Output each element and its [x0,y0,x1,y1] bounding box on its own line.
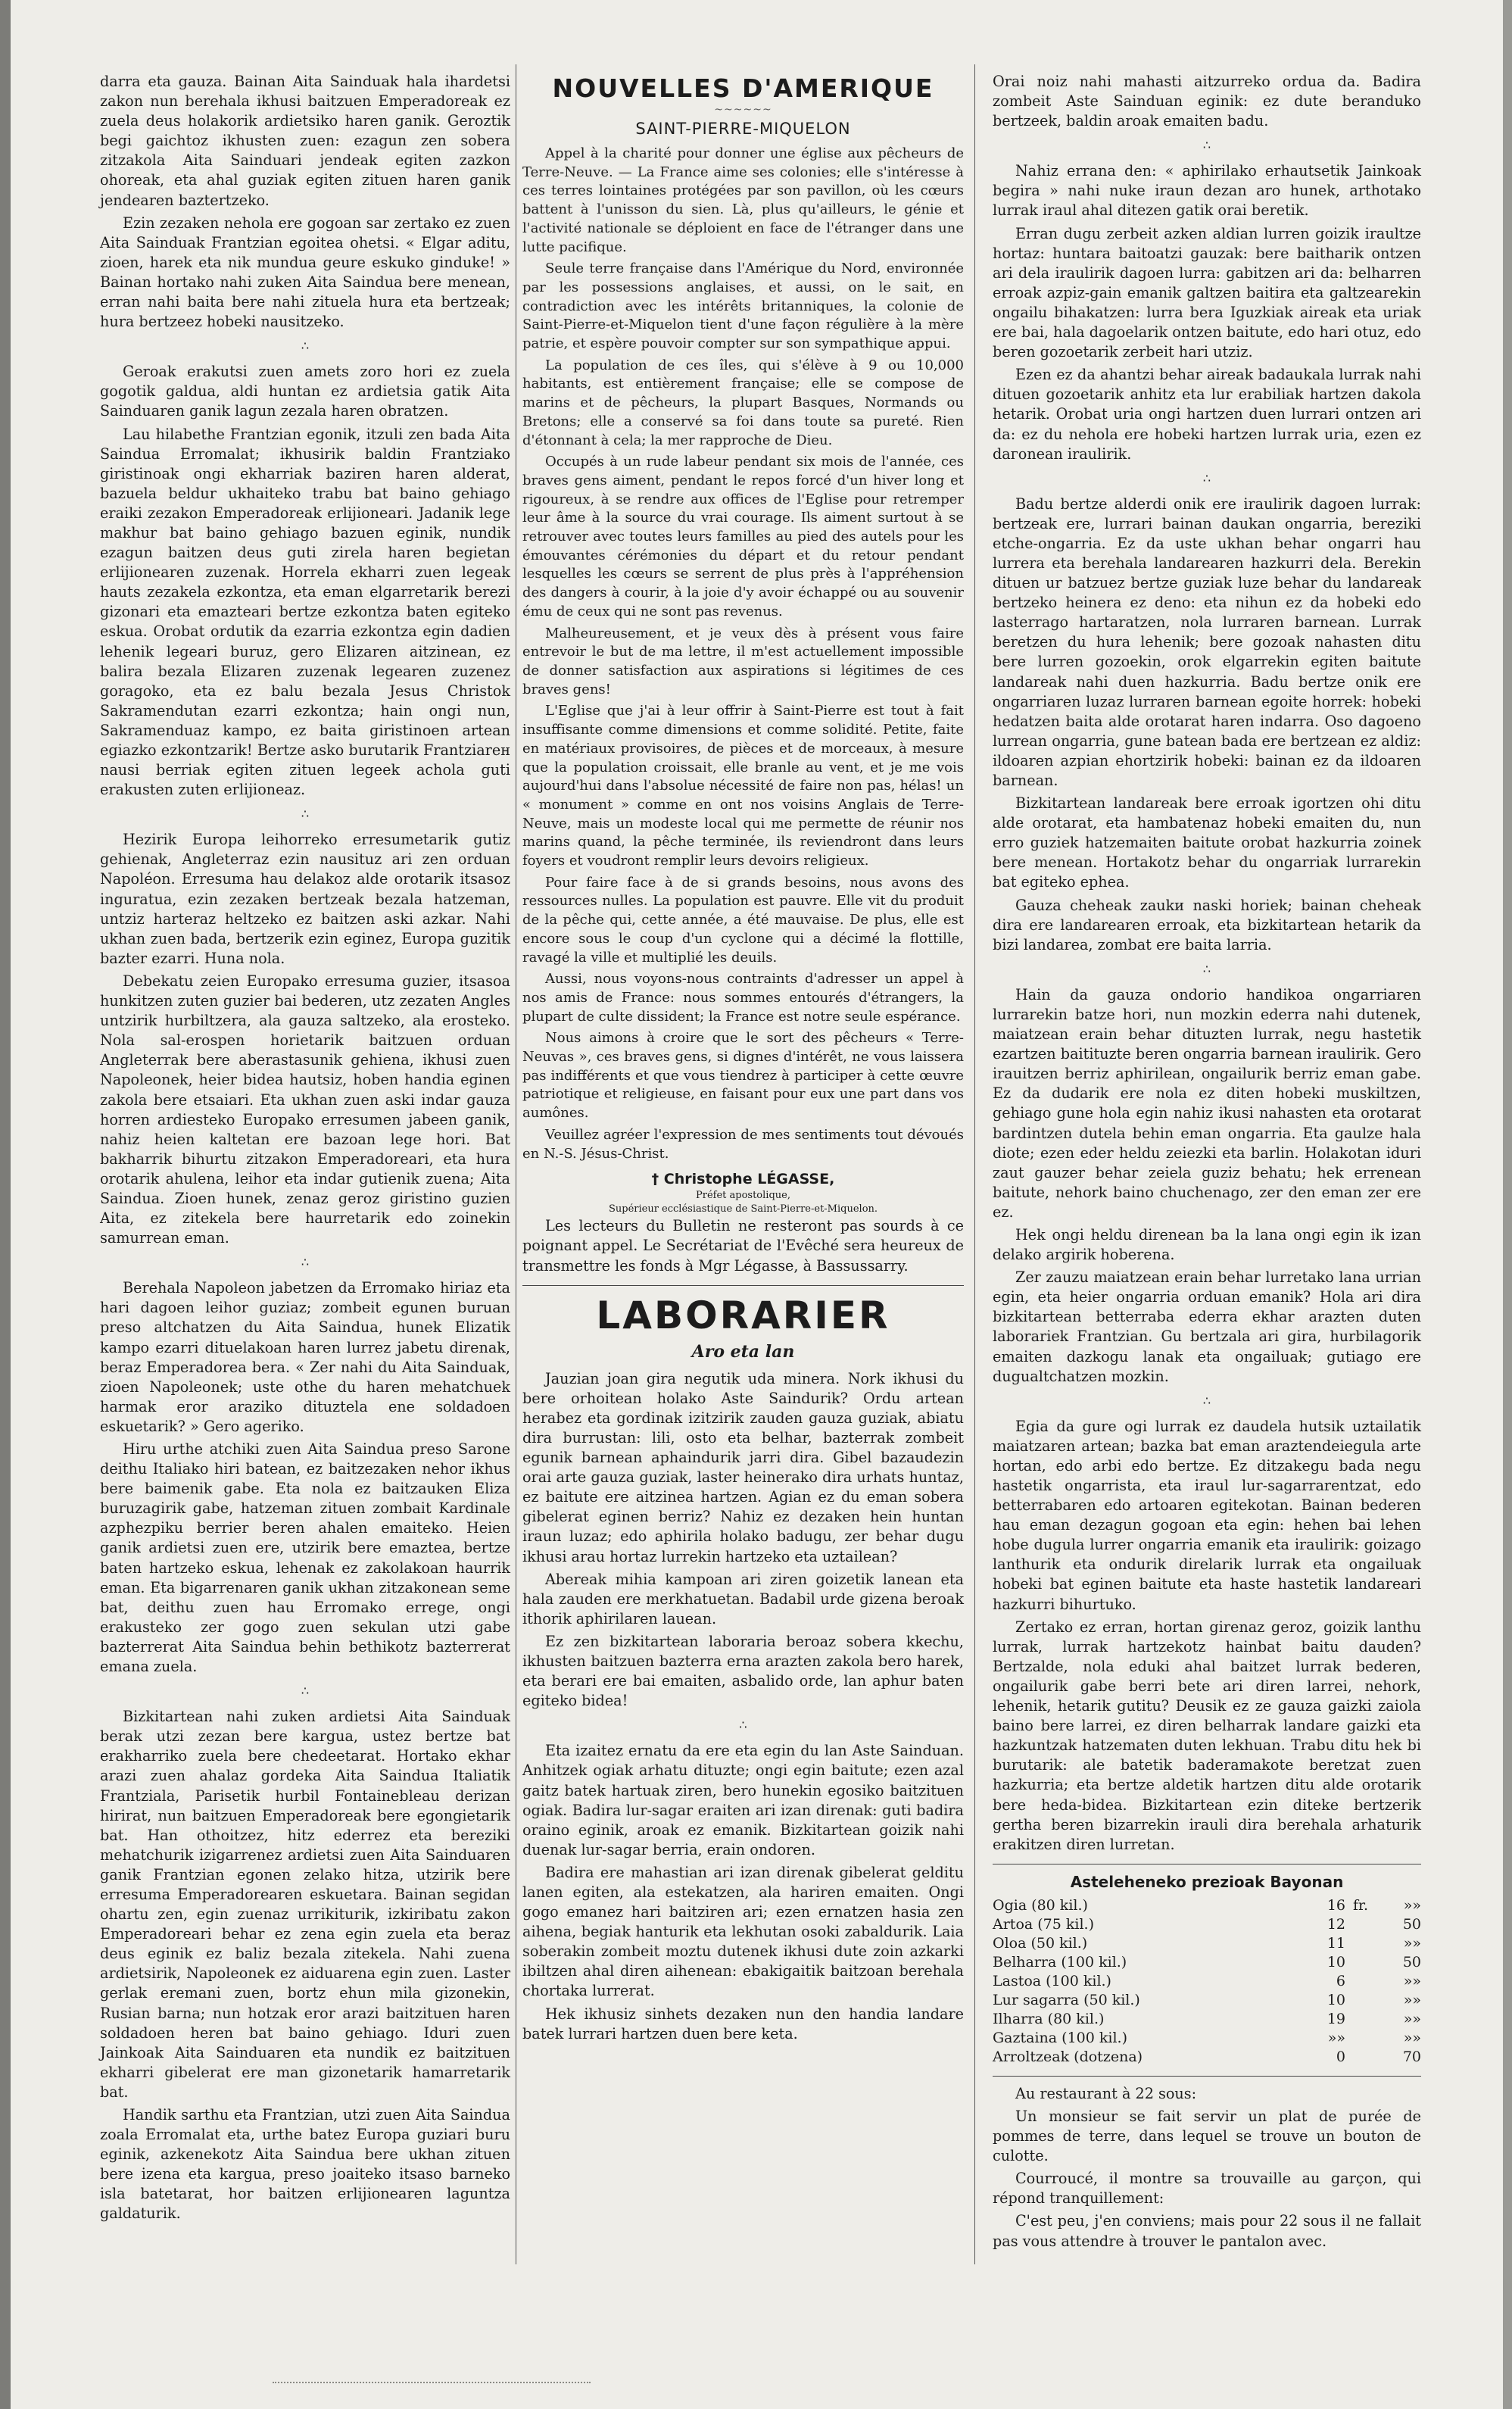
paragraph: Hek ongi heldu direnean ba la lana ongi egin ik izan delako argirik hoberena. [993,1225,1421,1264]
column-3 [993,72,1421,2255]
table-row [993,1953,1421,1972]
paragraph: Badira ere mahastian ari izan direnak gibelerat gelditu lanen egiten, ala estekatzen, ala hariren emaiten. Ongi gogo emanez hari baitziren ari; ezen ernatzen hasia zen aihena, begiak hanturik eta lekhutan osoki zabaldurik. Laia soberakin zombeit moztu dutenek ikhusi dute zoin azkarki ibiltzen ahal diren aihenean: ebakigaitik baitzoan berehala chortaka lurrerat. [522,1863,964,2000]
price-cell-n: 10 [1327,1953,1345,1971]
price-cell-u: fr. [1352,1896,1369,1914]
separator-stars: ∴ [301,339,310,354]
section-title: NOUVELLES D'AMERIQUE [552,73,934,103]
left-edge [0,0,11,2409]
price-cell-u [1345,1915,1376,1934]
price-cell-n: 12 [1327,1915,1345,1933]
paragraph: Au restaurant à 22 sous: [1015,2084,1197,2102]
paragraph: Appel à la charité pour donner une église aux pêcheurs de Terre-Neuve. — La France aime ses colonies; elle s'intéresse à ces terres lointaines protégées par son pavillon, où les cœurs battent à l'unisson du sien. Là, plus qu'ailleurs, le génie et l'activité nationale se déploient en face de l'étranger dans une lutte pacifique. [522,145,964,255]
price-cell-u [1345,1953,1376,1972]
paragraph: Bizkitartean landareak bere erroak igortzen ohi ditu alde orotarat, eta hambatenaz hobeki emaiten du, nun erro guziek hatzemaiten baitute orobat hazkurria zoinek bere menean. Hortakotz behar du ongarriak lurrarekin bat egiteko ephea. [993,794,1421,891]
section-title-laborarier: LABORARIER [596,1293,890,1337]
paragraph: Orai noiz nahi mahasti aitzurreko ordua da. Badira zombeit Aste Sainduan eginik: ez dute berandukо bertzeek, baldin aroak emaiten badu. [993,73,1421,130]
table-row [993,2010,1421,2029]
signature-title: Supérieur ecclésiastique de Saint-Pierre-et-Miquelon. [608,1203,878,1215]
price-cell-u [1345,1972,1376,1991]
paragraph: Ezen ez da ahantzi behar aireak badaukala lurrak nahi dituen gozoetarik anhitz eta lur erabiliak hartzen dakola hetarik. Orobat uria ongi hartzen duen lurrari ontzen ari da: ez du nehola ere hobeki hartzen lurrak uria, ezen ez daгonean iraulirik. [993,366,1421,463]
paragraph: La population de ces îles, qui s'élève à 9 ou 10,000 habitants, est entièrement française; elle se compose de marins et de pêcheurs, la plupart Basques, Normands ou Bretons; elle a conservé sa foi dans toute sa pureté. Rien d'étonnant à cela; la mer rapproche de Dieu. [522,357,964,448]
price-cell-c: 70 [1402,2048,1421,2065]
price-cell-c: »» [1403,2010,1421,2027]
paragraph: Jauzian joan gira negutik uda minera. Nork ikhusi du bere orhoitean holako Aste Saindurik? Ordu artean herabez eta gordinak izitzirik zauden gauza guziak, abiatu dira burrustan: lili, osto eta belhar, bazterrak zombeit egunik barnean aphaindurik jarri dira. Gibel bazaudezin orai arte gauza guziak, laster heinerako dira urhats huntaz, ez baitute ere aitzinea hartzen. Agian ez du eman sobera gibelerat eginen berriz? Nahiz ez dezaken hein huntan iraun luzaz; edo aphirila holako badugu, zer behar dugu ikhusi arau hortaz lurrekin hartzeko eta uztailean? [522,1369,964,1565]
paragraph: Debekatu zeien Europako erresuma guzier, itsasoa hunkitzen zuten guzier bai bederen, utz zezaten Angles untzirik hurbiltzera, ala gauza saltzeko, ala erosteko. Nola sal-erospen horietarik baitzuen orduan Angleterrak bere aberastasunik gehiena, ikhusi zuen Napoleonek, heier bidea hautsiz, hoben handia eginen zakola bere etsaiari. Eta ukhan zuen aski indar gauza horren ardiesteko Europako erresumen jabeen ganik, nahiz heien kaltetan ere bazoan lege hori. Bat bakharrik bihurtu zitzakon Emperadoreari, eta hura orotarik ahulena, leihor eta indar gutienik zuena; Aita Saindua. Zioen hunek, zenaz geroz giristino guzien Aita, ez zitekela bere haurretarik edo zoinekin samurrean eman. [100,972,510,1247]
paragraph: Malheureusement, et je veux dès à présent vous faire entrevoir le but de ma lettre, il m'est actuellement impossible de donner satisfaction aux aspirations si légitimes de ces braves gens! [522,625,964,697]
price-cell-n: »» [1327,2029,1345,2046]
price-cell-n: 6 [1336,1972,1345,1989]
paragraph: Hiru urthe atchiki zuen Aita Saindua preso Sarone deithu Italiako hiri batean, ez baitzezaken nehor ikhus bere baimenik gabe. Eta nola ez baitzauken Eliza buruzagirik gabe, hatzeman zituen zombait Kardinale azphezpiku berrier beren ahalen emaiteko. Heien ganik ardietsi zuen ere, utzirik bere emaztea, bertze baten hartzeko eskua, lehenak ez zakolakoan haurrik eman. Eta bigarrenaren ganik ukhan zitzakonean seme bat, deithu zuen hau Erromako errege, ongi erakusteko zer gogo zuen sekulan utzi gabe bazterrerat Aita Saindua behin bethikotz bazterrerat emana zuela. [100,1440,510,1676]
paragraph: C'est peu, j'en conviens; mais pour 22 sous il ne fallait pas vous attendre à trouver le pantalon avec. [993,2212,1421,2250]
right-edge [1503,0,1512,2409]
price-cell-c: 50 [1402,1953,1421,1971]
paragraph: Un monsieur se fait servir un plat de purée de pommes de terre, dans lequel se trouve un bouton de culotte. [993,2107,1421,2165]
price-cell-n: 19 [1327,2010,1345,2027]
price-cell-name: Lur sagarra (50 kil.) [993,1991,1140,2008]
paragraph: Zer zauzu maiatzean erain behar lurretako lana urrian egin, eta heier ongarria orduan emanik? Hola ari dira bizkitartean betterraba ederra ekhar arazten duten laborariek Frantzian. Gu bertzala ari gira, hurbilagorik emaiten dazkogu lanak eta ongailuak; gutiago ere dugualtchatzen mozkin. [993,1268,1421,1385]
signature: † Christophe LÉGASSE, [651,1171,835,1188]
separator-stars: ∴ [1202,138,1211,153]
paragraph: Nahiz errana den: « aphirilako erhautsetik Jainkoak begira » nahi nuke iraun dezan aro hunek, arthotako lurrak iraul ahal ditezen gatik oraі beretik. [993,162,1421,220]
price-cell-u [1345,1934,1376,1953]
price-cell-name: Oloa (50 kil.) [993,1934,1088,1952]
price-cell-c: »» [1403,1896,1421,1914]
paragraph: Abereak mihia kampoan ari ziren goizetik lanean eta hala zauden ere merkhatuetan. Badabil urde gizena beroak ithorik aphirilaren lauean. [522,1570,964,1627]
paragraph: Berehala Napoleon jabetzen da Erromako hiriaz eta hari dagoen leihor guziaz; zombeit egunen buruan preso altchatzen du Aita Saindua, hunek Elizatik kampo ezarri dituelakoan haren lurrez jabetu direnak, beraz Emperadorea bera. « Zer nahi du Aita Sainduak, zioen Napoleonek; uste othe du haren mehatchuek harmak eror araziko dituztela ene soldadoen eskuetarik? » Gero ageriko. [100,1279,510,1435]
price-table [993,1896,1421,2067]
paragraph: Zertako ez erran, hortan girenaz geroz, goizik lanthu lurrak, lurrak hartzekotz hainbat baitu dauden? Bertzalde, nola eduki ahal baitzet lurrak bederen, ongailurik gabe berri bete ari diren larrei, nehork, lehenik, hetarik gutitu? Deusik ez ze gauza gaizki zaiola baino bere larrei, ez diren belharrak landare gaizki eta hazkuntzak hatzematen duten lekhuan. Trabu ditu hek bi burutarik: ale batetik baderamakote beretzat zuen hazkurria; eta bertze aldetik hartzen ditu alde orotarik bere heda-bidea. Bizkitartean ezin ditеke bertzerik gertha beren bizarrekin irauli dira berehala arhaturik erakitzen diren lurretan. [993,1618,1421,1853]
paragraph: Nous aimons à croire que le sort des pêcheurs « Terre-Neuvas », ces braves gens, si dignes d'intérêt, ne vous laissera pas indifférents et que vous tiendrez à participer à cette œuvre patriotique et religieuse, en faisant pour eux une part dans vos aumônes. [522,1030,964,1122]
separator-stars: ∴ [301,1683,310,1699]
paragraph: Hain da gauza ondorio handikoa ongarriaren lurrarekin batze hori, nun mozkin ederra nahi dutenek, maiatzean erain behar dituzten lurrak, negu hastetik ezartzen baitituzte beren ongarria barnean iraulirik. Gero irauitzen berriz aphirilean, ongailurik berriz eman gabe. Ez da dudarik ere nola ez diten hobeki muskiltzen, gehiago gune hola egin nahiz ikusi nahasten eta orotarat bardintzen dutela behin eman ongarria. Eta gaulze hala diote; ezen eder heldu zeiezki eta barlin. Holakotan iduri zaut gauzer behar zeiela guziz behatu; hek errenean baitute, nehork baino chuchenago, zer den emаn zer ere ez. [993,985,1421,1221]
separator-stars: ∴ [1202,470,1211,485]
separator-stars: ∴ [301,1255,310,1270]
price-cell-u [1345,2029,1376,2048]
paragraph: Hezirik Europa leihorreko erresumetarik gutiz gehienak, Angleterraz ezin nausituz ari zen orduan Napoléon. Erresuma hau delakoz alde orotarik itsasoz inguratua, ezin zezaken bertzeak bezala hatzeman, untziz harteraz heltzeko ez baitzen aski azkar. Nahi ukhan zuen bada, bertzerik ezin eginez, Europa guzitik bazter ezarri. Huna nola. [100,831,510,967]
section-subtitle: SAINT-PIERRE-MIQUELON [635,120,851,138]
price-cell-name: Arroltzeak (dotzena) [993,2048,1143,2065]
paragraph: Les lecteurs du Bulletin ne resteront pas sourds à ce poignant appel. Le Secrétariat de l'Evêché sera heureux de transmettre les fonds à Mgr Légasse, à Bassussarry. [522,1217,964,1275]
table-row [993,1896,1421,1915]
table-row [993,1972,1421,1991]
signature-title: Préfet apostolique, [696,1190,790,1202]
paragraph: Veuillez agréer l'expression de mes sentiments tout dévoués en N.-S. Jésus-Christ. [522,1126,964,1162]
divider [993,2076,1421,2077]
paragraph: Gauza cheheak zaukи naski horiek; bainan cheheak dira ere landarearen erroak, eta bizkitartean hetarik da bizi landarea, zombat ere baita larria. [993,896,1421,953]
paragraph: Egia da gure ogi lurrak ez daudela hutsik uztailatik maiatzaren artean; bazka bat eman araztendeiegula arte hortan, edo arbi edo bertze. Ez ditzakegu bada negu hastetik ongarrista, eta iraul lur-sagarrarentzat, edo betterrabaren edo artoaren egitekotan. Bainan bederen hau eman dezagun gogoan eta egin: hehen bai lehen hobe dugula lurrer ongarria emanik eta iraulirik: goizago lanthurik eta ondurik direlarik lurrak eta ongailuak hobeki bat eginen baitute eta haste hastetik landareari hazkurri bihurtuko. [993,1417,1421,1613]
paragraph: Badu bertze alderdi onik ere iraulirik dagoen lurrak: bertzeak ere, lurrari bainan daukan ongarria, bereziki etche-ongarria. Ez da uste ukhan behar ongarri hau lurrera eta berehala landarearen hazkurri dela. Berekin dituen ur batzuez bertze guziak luze behar du landareak bertzeko heinera ez deno: eta nihun ez da hobeki edo lasterrago hartaratzen, nola lurraren barnean. Lurrak beretzen du hura lehenik; bere gozoak nahasten ditu bere lurren gozoekin, orok elgarrekin egiten baitute landareak nahi duen hazkurria. Badu bertze onik ere ongarriaren luzaz lurraren barnean egoite horrek: hobeki hedatzen baita alde orotarat haren indarra. Oso dagoeno lurrean ongarria, gune batean bada ere bertzean ez aldiz: ildoaren azpian ehortzirik hobeki: bainan ez da ildoaren barnean. [993,495,1421,789]
table-row [993,1915,1421,1934]
price-cell-c: »» [1403,1934,1421,1952]
price-table-title: Asteleheneko prezioak Bayonan [1070,1872,1344,1891]
bottom-dotted-line [273,2382,591,2383]
price-cell-c: »» [1403,2029,1421,2046]
price-cell-c: »» [1403,1991,1421,2008]
paragraph: Eta izaitez ernatu da ere eta egin du lan Aste Sainduan. Anhitzek ogiak arhatu dituzte; ongi egin baitute; ezen azal gaitz batek hartuak ziren, bero hunekin egosiko baitzituen ogiak. Badira lur-sagar eraiten ari izan direnak: guti badira oraino eginik, aroak ez emanik. Bizkitartean goizik nahi duenak lur-sagar berria, erain ondoren. [522,1742,964,1858]
paragraph: Handik sarthu eta Frantzian, utzi zuen Aita Saindua zoala Erromalat eta, urthe batez Europa guziari buru eginik, azkenekotz Aita Saindua bere ukhan zituen bere izena eta kargua, preso joaiteko itsaso barneko isla batetarat, hor baitzen erlijionearen laguntza galdaturik. [100,2106,510,2223]
price-cell-name: Lastoa (100 kil.) [993,1972,1111,1989]
price-cell-name: Gaztaina (100 kil.) [993,2029,1127,2046]
price-cell-n: 0 [1336,2048,1345,2065]
paragraph: Pour faire face à de si grands besoins, nous avons des ressources nulles. La population est pauvre. Elle vit du produit de la pêche qui, cette année, a été mauvaise. De plus, elle est encore sous le coup d'un cyclone qui a décimé la flottille, ravagé la ville et multiplié les deuils. [522,874,964,966]
price-cell-u [1345,1991,1376,2010]
column-1 [100,72,510,2227]
separator-stars: ∴ [1202,1393,1211,1408]
price-cell-n: 16 [1327,1896,1345,1914]
separator-stars: ∴ [739,1718,747,1733]
paragraph: Lau hilabethe Frantzian egonik, itzuli zen bada Aita Saindua Erromalat; ikhusirik baldin Frantziako giristinoak ongi ekharriak baziren haren alderat, bazuela beldur ukhaiteko trabu bat baino gehiago eraiki zezakon Emperadoreak erlijioneari. Jadanik lege makhur bat baino gehiago bazuen eginik, nundik ezagun baitzen deus guti zirela haren begietan erlijionearen zuzenak. Horrela ekharri zuen legeak hauts zezakela ezkontza, eta eman elgarretarik berezi gizonari eta emazteari bertze ezkontza baten egiteko eskua. Orobat ordutik da ezarria ezkontza egin dadien lehenik legeari buruz, gero Elizaren aitzinean, ez balira bezala Elizaren zuzenak legearen zuzenez goragoko, eta ez balu bezala Jesus Christok Sakramendutan ezarri ezkontza; hain ongi nun, Sakramenduaz kampo, ez baita giristinoen artean egiazko ezkontzarik! Bertze asko burutarik Frantziarен nausi berriak egiten zituen legeek achola guti erakusten zuten erlijioneaz. [100,425,510,799]
price-cell-n: 10 [1327,1991,1345,2008]
price-cell-c: »» [1403,1972,1421,1989]
paragraph: Ez zen bizkitartean laborariа beroaz sobera kkechu, ikhusten baitzuen bazterra erna arazten zakola bero harek, eta berari ere bai emaiten, asbalido orde, lan aphur baten egiteko bidea! [522,1632,964,1710]
paragraph: L'Eglise que j'ai à leur offrir à Saint-Pierre est tout à fait insuffisante comme dimensions et comme solidité. Petite, faite en matériaux provisoires, de pièces et de morceaux, à mesure que la population croissait, elle branle au vent, et je me vois aujourd'hui dans l'absolue nécessité de faire non pas, hélas! un « monument » comme en ont nos voisins Anglais de Terre-Neuve, mais un modeste local qui me permette de réunir nos marins quand, la pêche terminée, ils reviendront dans leurs foyers et voudront remplir leurs devoirs religieux. [522,703,964,869]
price-cell-name: Ilharra (80 kil.) [993,2010,1105,2027]
paragraph: Bizkitartean nahi zuken ardietsi Aita Sainduak berak utzi zezan bere kargua, ustez bertze bat erakharriko zuela bere chedeetarat. Hortako ekhar arazi zuen ahalaz gordeka Aita Saindua Italiatik Frantziala, Parisetik hurbil Fontainebleau derizan hirirat, nun baitzuen Emperadoreak bere egongietarik bat. Han othoitzez, hitz ederrez eta bereziki mehatchurik izigarrenez ardietsi zuen Aita Sainduaren ganik Frantzian egonen zelako hitza, utzirik bere erresuma Emperadorearen eskuetara. Bainan segidan ohartu zen, egin zuenaz urrikiturik, izkiribatu zakon Emperadoreari behar ez zena egin zuela eta beraz deus eginik ez baliz bezala zitekela. Nahi zuena ardietsirik, Napoleonek ez aiduarena egin zuen. Laster gerlak eremani zuen, bortz ehun mila gizonekin, Rusian barna; nun hotzak eror arazi baitzituen haren soldadoen heren bat baino gehiago. Iduri zuen Jainkoak Aita Sainduaren eta nundik ez baitzituen ekharri gibelerat ere man gizonetarik hamarretarik bat. [100,1708,510,2101]
article-title: Aro eta lan [691,1341,795,1362]
paragraph: Hek ikhusiz sinhets dezaken nun den handia landare batek lurrari hartzen duen bere ketа. [522,2005,964,2042]
price-cell-name: Artoa (75 kil.) [993,1915,1094,1933]
table-row [993,1934,1421,1953]
price-cell-u [1345,2048,1376,2067]
paragraph: Occupés à un rude labeur pendant six mois de l'année, ces braves gens aiment, pendant le repos forcé d'un hiver long et rigoureux, à se rendre aux offices de l'Eglise pour retremper leur âme à la source du vrai courage. Ils aiment surtout à se retrouver avec toutes leurs familles au pied des autels pour les émouvantes cérémonies du départ et du retour pendant lesquelles les cœurs se serrent de plus près à l'appréhension des dangers à courir, à la joie d'y avoir échappé ou au souvenir ému de ceux qui ne sont pas revenus. [522,454,964,619]
price-cell-name: Ogia (80 kil.) [993,1896,1088,1914]
table-row [993,2048,1421,2067]
table-row [993,2029,1421,2048]
column-2 [522,72,964,2047]
column-rule [974,64,975,2264]
paragraph: Geroak erakutsi zuen amets zoro hori ez zuela gogotik galdua, aldi huntan ez ardietsia gatik Aita Sainduaren ganik lagun zezala haren obratzen. [100,363,510,420]
paragraph: Ezin zezaken nehola ere gogoan sar zertako ez zuen Aita Sainduak Frantzian egoitea ohetsi. « Elgar aditu, zioen, harek eta nik mundua geure eskuko ginduke! » Bainan hortako nahi zuken Aita Saindua bere menean, erran nahi baita bere nahi zituela hura eta bertzeak; hura bertzeez hobeki nausitzeko. [100,214,510,331]
paragraph: Aussi, nous voyons-nous contraints d'adresser un appel à nos amis de France: nous sommes entourés d'étrangers, la plupart de culte dissident; la France est notre seule espérance. [522,971,964,1025]
price-cell-u [1345,2010,1376,2029]
divider [522,1285,964,1286]
paragraph: Erran dugu zerbeit azken aldian lurren goizik iraultze hortaz: huntara baitoatzi gauzak: bere baitharik ontzen ari dela iraulirik dagoen lurra: gabitzen ari da: belharren erroak azpiz-gain emanik galtzen baitira eta galtzearekin ongailu bihakatzen: lurra bera Iguzkiak aireak eta uriak ere bai, hala dagoelarik ontzen baitute, edo hari otuz, edo beren gozoetarik zerbeit hari utziz. [993,224,1421,361]
separator-stars: ∴ [1202,961,1211,976]
table-row [993,1991,1421,2010]
price-cell-c: 50 [1402,1915,1421,1933]
paragraph: Courroucé, il montre sa trouvaille au garçon, qui répond tranquillement: [993,2170,1421,2208]
paragraph: darra eta gauza. Bainan Aita Sainduak hala ihardetsi zakon nun berehala ikhusi baitzuen Emperadoreak ez zuela deus holakorik ardietsiko haren ganik. Geroztik begi gaichtoz ikhusten zuen: ezagun zen sobera zitzakola Aita Sainduari jendeak egiten zazkon ohoreak, eta ahal guziak egiten zituen haren ganik jendearen baztertzeko. [100,73,510,209]
ornament: ~~~~~~ [714,104,772,116]
separator-stars: ∴ [301,807,310,822]
price-cell-n: 11 [1327,1934,1345,1952]
price-cell-name: Belharra (100 kil.) [993,1953,1127,1971]
paragraph: Seule terre française dans l'Amérique du Nord, environnée par les possessions anglaises, et aussi, on le sait, en contradiction avec les intérêts britanniques, la colonie de Saint-Pierre-et-Miquelon tient d'une façon régulière à la mère patrie, et espère pouvoir compter sur son sympathique appui. [522,261,964,352]
